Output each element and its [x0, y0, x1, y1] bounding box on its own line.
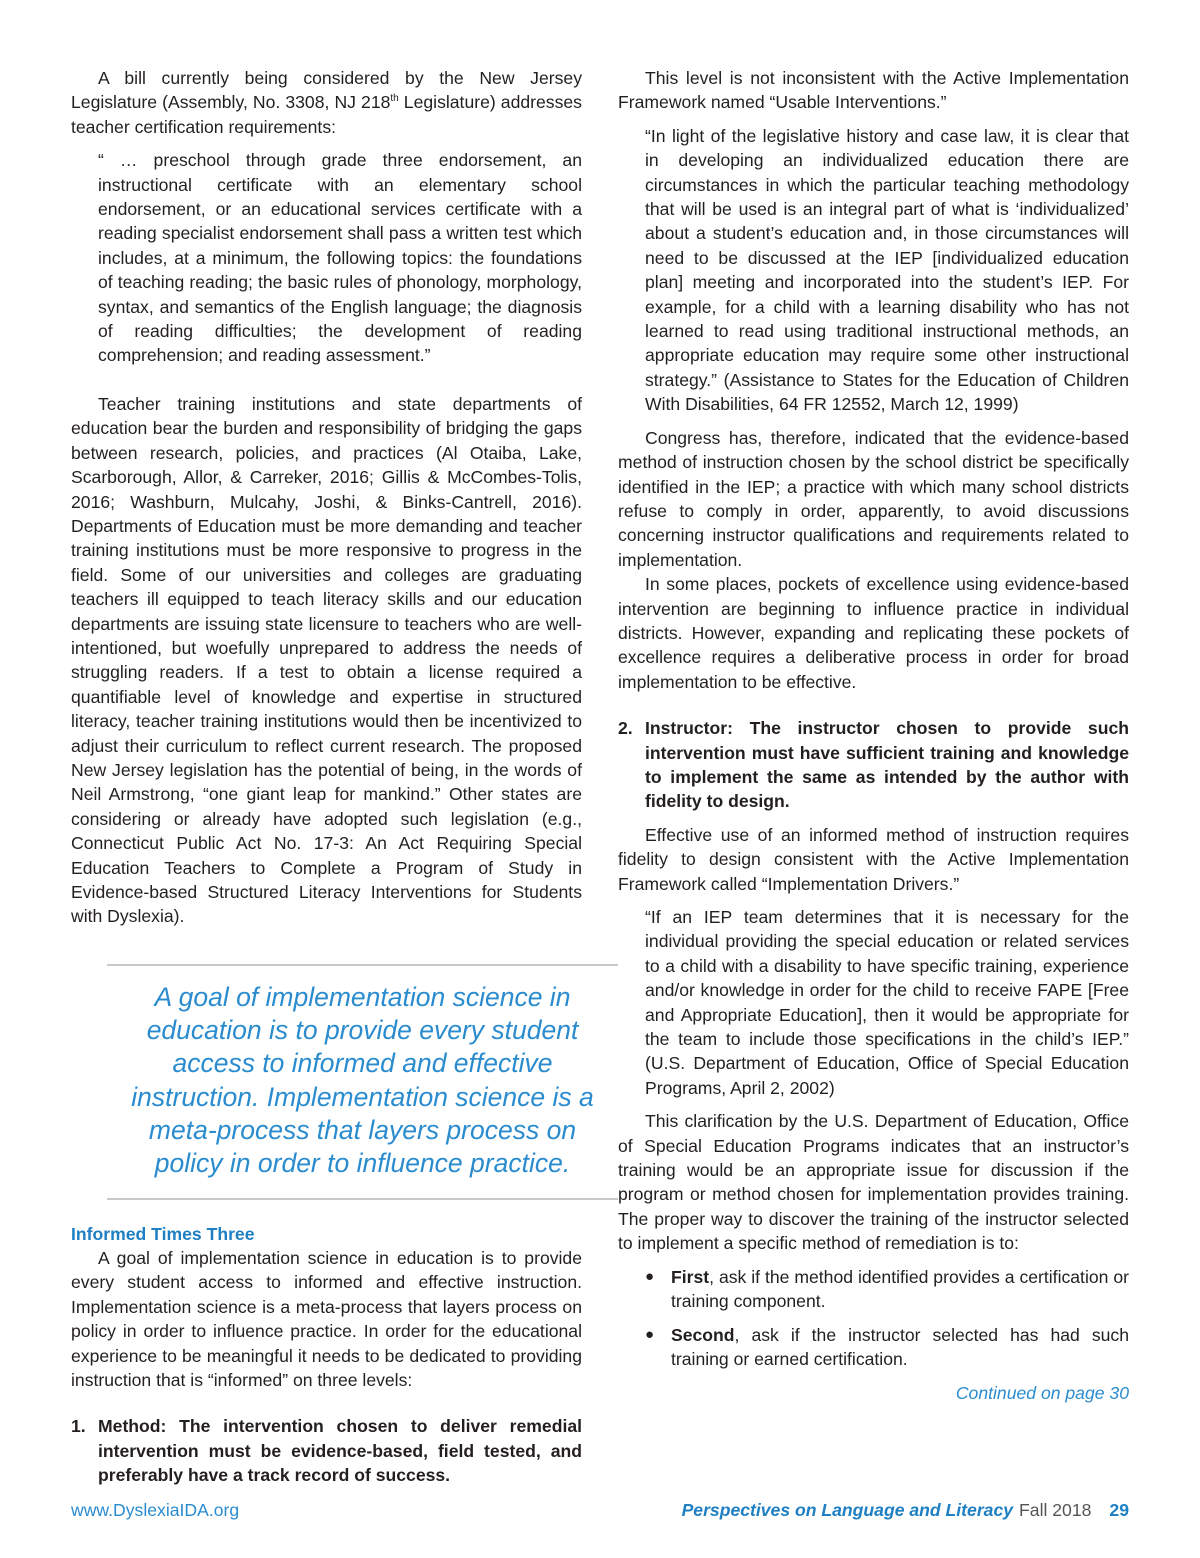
footer-url-link[interactable]: www.DyslexiaIDA.org: [71, 1500, 240, 1520]
clarification-paragraph: This clarification by the U.S. Department of Education, Office of Special Education Programs indicates that an instructor’s training would be an appropriate issue for discussion if the program or method chosen for implementation provides training. The proper way to discover the training of the instructor selected to implement a specific method of remediation is to:: [618, 1111, 1129, 1254]
fidelity-paragraph: Effective use of an informed method of instruction requires fidelity to design consistent with the Active Implementation Framework called “Implementation Drivers.”: [618, 824, 1129, 894]
numbered-item-instructor: [618, 716, 1129, 814]
bullet-item: [645, 1323, 1129, 1372]
bullet-lead: First: [671, 1266, 710, 1287]
intro-text-end: Legislature) addresses teacher certification requirements:: [71, 92, 582, 137]
bullet-lead: Second: [671, 1324, 735, 1345]
teacher-training-paragraph: Teacher training institutions and state departments of education bear the burden and responsibility of bridging the gaps between research, policies, and practices (Al Otaiba, Lake, Scarborough, Allor, & Carreker, 2016; Gillis & McCombes-Tolis, 2016; Washburn, Mulcahy, Joshi, & Binks-Cantrell, 2016). Departments of Education must be more demanding and teacher training institutions must be more responsive to progress in the field. Some of our universities and colleges are graduating teachers ill equipped to teach literacy skills and our education departments are issuing state licensure to teachers who are well-intentioned, but woefully unprepared to address the needs of struggling readers. If a test to obtain a license required a quantifiable level of knowledge and expertise in structured literacy, teacher training institutions would then be incentivized to adjust their curriculum to reflect current research. The proposed New Jersey legislation has the potential of being, in the words of Neil Armstrong, “one giant leap for mankind.” Other states are considering or already have adopted such legislation (e.g., Connecticut Public Act No. 17-3: An Act Requiring Special Education Teachers to Complete a Program of Study in Evidence-based Structured Literacy Interventions for Students with Dyslexia).: [71, 393, 582, 927]
publication-title: Perspectives on Language and Literacy: [681, 1500, 1014, 1520]
bullet-icon: ●: [645, 1325, 655, 1343]
pull-quote: A goal of implementation science in education is to provide every student access to informed and effective instruction. Implementation science is a meta-process that layers process on policy in order to influence practice.: [107, 964, 618, 1200]
item-number: 2.: [618, 718, 633, 739]
continued-note: Continued on page 30: [955, 1383, 1129, 1404]
page-footer: [71, 1500, 1129, 1526]
page-number: 29: [1109, 1500, 1129, 1520]
congress-paragraph: Congress has, therefore, indicated that the evidence-based method of instruction chosen by the school district be specifically identified in the IEP; a practice with which many school districts refuse to comply in order, apparently, to avoid discussions concerning instructor qualifications and requirements related to implementation.: [618, 427, 1129, 570]
intro-paragraph: [71, 66, 582, 139]
bullet-icon: ●: [645, 1267, 655, 1285]
informed-paragraph: A goal of implementation science in education is to provide every student access to informed and effective instruction. Implementation science is a meta-process that layers process on policy in order to influence practice. In order for the educational experience to be meaningful it needs to be dedicated to providing instruction that is “informed” on three levels:: [71, 1248, 582, 1391]
iep-quote: “If an IEP team determines that it is necessary for the individual providing the special education or related services to a child with a disability to have specific training, experience and/or knowledge in order for the child to receive FAPE [Free and Appropriate Education], then it would be appropriate for the team to include those specifications in the child’s IEP.” (U.S. Department of Education, Office of Special Education Programs, April 2, 2002): [645, 907, 1129, 1098]
usable-interventions-paragraph: This level is not inconsistent with the Active Implementation Framework named “Usable Interventions.”: [618, 68, 1129, 113]
footer-publication-info: [682, 1500, 1129, 1521]
pockets-paragraph: In some places, pockets of excellence using evidence-based intervention are beginning to influence practice in individual districts. However, expanding and replicating these pockets of excellence requires a deliberative process in order for broad implementation to be effective.: [618, 574, 1129, 692]
bill-quote: “ … preschool through grade three endorsement, an instructional certificate with an elementary school endorsement, or an educational services certificate with a reading specialist endorsement shall pass a written test which includes, at a minimum, the following topics: the foundations of teaching reading; the basic rules of phonology, morphology, syntax, and semantics of the English language; the diagnosis of reading difficulties; the development of reading comprehension; and reading assessment.”: [98, 150, 582, 366]
item-text: Method: The intervention chosen to deliver remedial intervention must be evidence-based, field tested, and preferably have a track record of success.: [98, 1416, 582, 1486]
right-column: [618, 66, 1129, 1406]
legislative-quote: “In light of the legislative history and case law, it is clear that in developing an individualized education there are circumstances in which the particular teaching methodology that will be used is an integral part of what is ‘individualized’ about a student’s education and, in those circumstances will need to be discussed at the IEP [individualized education plan] meeting and incorporated into the student’s IEP. For example, for a child with a learning disability who has not learned to read using traditional instructional methods, an appropriate education may require some other instructional strategy.” (Assistance to States for the Education of Children With Disabilities, 64 FR 12552, March 12, 1999): [645, 125, 1129, 415]
bullet-text: [671, 1323, 1129, 1372]
bullet-body: , ask if the instructor selected has had such training or earned certification.: [671, 1324, 1129, 1369]
ordinal-superscript: th: [390, 93, 399, 105]
numbered-item-method: [71, 1414, 582, 1487]
section-heading: Informed Times Three: [71, 1223, 255, 1244]
intro-text-start: A bill currently being considered by the New Jersey Legislature (Assembly, No. 3308, NJ 218: [71, 68, 582, 113]
bullet-body: , ask if the method identified provides a certification or training component.: [671, 1266, 1129, 1312]
item-text: Instructor: The instructor chosen to provide such intervention must have sufficient training and knowledge to implement the same as intended by the author with fidelity to design.: [645, 718, 1129, 812]
issue-date: Fall 2018: [1019, 1500, 1092, 1520]
left-column: [71, 66, 594, 1488]
bullet-item: [645, 1265, 1129, 1314]
bullet-text: [671, 1265, 1129, 1314]
item-number: 1.: [71, 1416, 86, 1437]
